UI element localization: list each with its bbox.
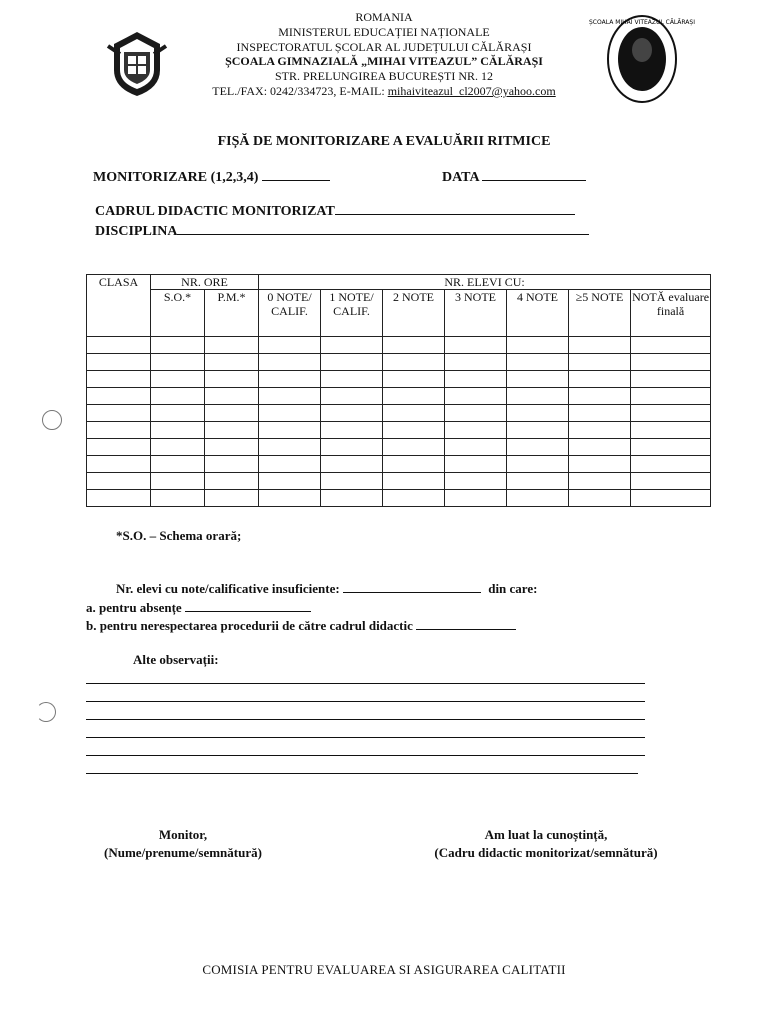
table-cell[interactable] — [631, 473, 711, 490]
table-row — [87, 490, 711, 507]
table-row — [87, 354, 711, 371]
table-cell[interactable] — [205, 405, 259, 422]
table-cell[interactable] — [205, 490, 259, 507]
table-cell[interactable] — [205, 337, 259, 354]
table-cell[interactable] — [631, 388, 711, 405]
table-row — [87, 405, 711, 422]
table-cell[interactable] — [321, 473, 383, 490]
table-cell[interactable] — [631, 490, 711, 507]
col-so: S.O.* — [151, 290, 205, 337]
table-cell[interactable] — [383, 354, 445, 371]
table-cell[interactable] — [321, 354, 383, 371]
col-nota-finala: NOTĂ evaluare finală — [631, 290, 711, 337]
table-cell[interactable] — [631, 354, 711, 371]
table-cell[interactable] — [87, 337, 151, 354]
table-cell[interactable] — [383, 405, 445, 422]
header-inspectorate: INSPECTORATUL ȘCOLAR AL JUDEȚULUI CĂLĂRAȘI — [236, 40, 532, 54]
table-cell[interactable] — [321, 439, 383, 456]
table-cell[interactable] — [205, 456, 259, 473]
table-cell[interactable] — [151, 439, 205, 456]
table-cell[interactable] — [259, 490, 321, 507]
table-row — [87, 388, 711, 405]
nerespectare-field — [86, 618, 516, 634]
luat-sub-label: (Cadru didactic monitorizat/semnătură) — [434, 845, 658, 860]
observatii-line-4[interactable] — [86, 737, 645, 738]
table-cell[interactable] — [383, 456, 445, 473]
table-cell[interactable] — [259, 473, 321, 490]
table-cell[interactable] — [151, 388, 205, 405]
table-row — [87, 337, 711, 354]
table-body — [87, 337, 711, 507]
table-cell[interactable] — [87, 422, 151, 439]
table-cell[interactable] — [569, 439, 631, 456]
header-school: ȘCOALA GIMNAZIALĂ „MIHAI VITEAZUL” CĂLĂRAȘI — [225, 54, 543, 68]
table-cell[interactable] — [205, 388, 259, 405]
nerespectare-blank[interactable] — [416, 628, 516, 630]
header-address: STR. PRELUNGIREA BUCUREȘTI NR. 12 — [274, 69, 494, 83]
table-cell[interactable] — [87, 371, 151, 388]
table-cell[interactable] — [151, 354, 205, 371]
seal-text: ȘCOALA MIHAI VITEAZUL CĂLĂRAȘI — [589, 19, 695, 26]
table-cell[interactable] — [383, 388, 445, 405]
header-contact — [0, 84, 768, 98]
col-nr-ore: NR. ORE — [151, 275, 259, 290]
table-row — [87, 473, 711, 490]
col-2-note: 2 NOTE — [383, 290, 445, 337]
table-cell[interactable] — [151, 405, 205, 422]
table-cell[interactable] — [205, 439, 259, 456]
table-cell[interactable] — [321, 371, 383, 388]
monitor-sub-label: (Nume/prenume/semnătură) — [104, 845, 262, 860]
table-row — [87, 371, 711, 388]
table-cell[interactable] — [445, 405, 507, 422]
table-cell[interactable] — [569, 405, 631, 422]
table-cell[interactable] — [445, 473, 507, 490]
table-cell[interactable] — [151, 422, 205, 439]
table-cell[interactable] — [631, 371, 711, 388]
table-cell[interactable] — [569, 473, 631, 490]
table-cell[interactable] — [87, 439, 151, 456]
cadru-label: CADRUL DIDACTIC MONITORIZAT — [95, 204, 335, 219]
monitor-signature — [80, 826, 286, 862]
table-cell[interactable] — [87, 405, 151, 422]
table-cell[interactable] — [321, 422, 383, 439]
absente-field — [86, 600, 311, 616]
table-cell[interactable] — [383, 439, 445, 456]
punch-hole-icon — [36, 702, 56, 722]
col-0-note: 0 NOTE/ CALIF. — [259, 290, 321, 337]
table-cell[interactable] — [631, 439, 711, 456]
table-cell[interactable] — [151, 473, 205, 490]
insuficiente-label: Nr. elevi cu note/calificative insuficiente: — [116, 581, 340, 596]
col-clasa: CLASA — [87, 275, 151, 337]
table-cell[interactable] — [321, 490, 383, 507]
table-cell[interactable] — [87, 354, 151, 371]
luat-label: Am luat la cunoștință, — [484, 827, 608, 842]
table-cell[interactable] — [569, 337, 631, 354]
monitorizare-blank[interactable] — [262, 179, 330, 181]
header-email-link[interactable]: mihaiviteazul_cl2007@yahoo.com — [387, 84, 556, 98]
table-cell[interactable] — [631, 422, 711, 439]
table-cell[interactable] — [259, 405, 321, 422]
table-cell[interactable] — [383, 371, 445, 388]
table-cell[interactable] — [205, 422, 259, 439]
table-cell[interactable] — [445, 388, 507, 405]
table-cell[interactable] — [569, 388, 631, 405]
table-cell[interactable] — [445, 490, 507, 507]
table-cell[interactable] — [321, 405, 383, 422]
table-cell[interactable] — [507, 473, 569, 490]
col-5-note: ≥5 NOTE — [569, 290, 631, 337]
table-cell[interactable] — [151, 490, 205, 507]
observatii-line-1[interactable] — [86, 683, 645, 684]
table-cell[interactable] — [445, 371, 507, 388]
table-cell[interactable] — [87, 456, 151, 473]
table-cell[interactable] — [321, 388, 383, 405]
table-row — [87, 439, 711, 456]
table-cell[interactable] — [87, 473, 151, 490]
table-cell[interactable] — [259, 439, 321, 456]
table-cell[interactable] — [87, 388, 151, 405]
disciplina-field — [95, 224, 589, 240]
header-ministry: MINISTERUL EDUCAȚIEI NAȚIONALE — [278, 25, 490, 39]
teacher-signature — [404, 826, 688, 862]
table-cell[interactable] — [259, 388, 321, 405]
absente-label: a. pentru absențe — [86, 600, 182, 615]
col-4-note: 4 NOTE — [507, 290, 569, 337]
table-cell[interactable] — [151, 371, 205, 388]
table-row — [87, 456, 711, 473]
punch-hole-icon — [42, 410, 62, 430]
observatii-line-3[interactable] — [86, 719, 645, 720]
table-cell[interactable] — [259, 371, 321, 388]
table-cell[interactable] — [259, 354, 321, 371]
data-label: DATA — [442, 170, 479, 185]
table-cell[interactable] — [569, 371, 631, 388]
table-cell[interactable] — [205, 354, 259, 371]
disciplina-label: DISCIPLINA — [95, 224, 178, 239]
table-cell[interactable] — [631, 337, 711, 354]
table-cell[interactable] — [445, 354, 507, 371]
table-cell[interactable] — [631, 456, 711, 473]
header-country: ROMANIA — [355, 10, 413, 24]
monitoring-table — [86, 274, 711, 507]
footer-commission: COMISIA PENTRU EVALUAREA SI ASIGURAREA CALITATII — [202, 962, 566, 977]
header-contact-prefix: TEL./FAX: 0242/334723, E-MAIL: — [212, 84, 388, 98]
table-cell[interactable] — [507, 371, 569, 388]
monitorizare-field — [93, 170, 330, 186]
table-cell[interactable] — [569, 456, 631, 473]
footnote: *S.O. – Schema orară; — [116, 528, 242, 543]
table-cell[interactable] — [321, 456, 383, 473]
disciplina-blank[interactable] — [177, 233, 589, 235]
form-title: FIȘĂ DE MONITORIZARE A EVALUĂRII RITMICE — [217, 134, 551, 149]
observatii-line-2[interactable] — [86, 701, 645, 702]
table-cell[interactable] — [445, 422, 507, 439]
table-cell[interactable] — [507, 337, 569, 354]
table-cell[interactable] — [507, 354, 569, 371]
table-cell[interactable] — [259, 456, 321, 473]
table-cell[interactable] — [445, 439, 507, 456]
insuficiente-blank[interactable] — [343, 591, 481, 593]
observatii-label: Alte observații: — [133, 652, 219, 667]
table-cell[interactable] — [383, 473, 445, 490]
col-3-note: 3 NOTE — [445, 290, 507, 337]
table-cell[interactable] — [205, 371, 259, 388]
table-cell[interactable] — [259, 337, 321, 354]
data-blank[interactable] — [482, 179, 586, 181]
din-care-label: din care: — [488, 581, 538, 596]
table-cell[interactable] — [507, 388, 569, 405]
table-cell[interactable] — [321, 337, 383, 354]
monitorizare-label: MONITORIZARE (1,2,3,4) — [93, 170, 259, 185]
table-cell[interactable] — [151, 456, 205, 473]
col-nr-elevi: NR. ELEVI CU: — [259, 275, 711, 290]
cadru-field — [95, 204, 575, 220]
table-cell[interactable] — [507, 456, 569, 473]
table-cell[interactable] — [507, 490, 569, 507]
table-cell[interactable] — [507, 422, 569, 439]
table-cell[interactable] — [507, 439, 569, 456]
table-cell[interactable] — [445, 337, 507, 354]
table-cell[interactable] — [383, 422, 445, 439]
nerespectare-label: b. pentru nerespectarea procedurii de către cadrul didactic — [86, 618, 413, 633]
observatii-line-5[interactable] — [86, 755, 645, 756]
table-cell[interactable] — [151, 337, 205, 354]
table-cell[interactable] — [87, 490, 151, 507]
table-cell[interactable] — [383, 490, 445, 507]
table-cell[interactable] — [569, 354, 631, 371]
table-row — [87, 422, 711, 439]
table-cell[interactable] — [569, 422, 631, 439]
data-field — [442, 170, 586, 186]
col-1-note: 1 NOTE/ CALIF. — [321, 290, 383, 337]
table-cell[interactable] — [569, 490, 631, 507]
observatii-line-6[interactable] — [86, 773, 638, 774]
table-cell[interactable] — [631, 405, 711, 422]
insuficiente-field — [116, 581, 537, 597]
table-cell[interactable] — [383, 337, 445, 354]
col-pm: P.M.* — [205, 290, 259, 337]
table-cell[interactable] — [205, 473, 259, 490]
table-cell[interactable] — [445, 456, 507, 473]
absente-blank[interactable] — [185, 610, 311, 612]
cadru-blank[interactable] — [335, 213, 575, 215]
table-cell[interactable] — [507, 405, 569, 422]
table-cell[interactable] — [259, 422, 321, 439]
monitor-label: Monitor, — [158, 827, 208, 842]
